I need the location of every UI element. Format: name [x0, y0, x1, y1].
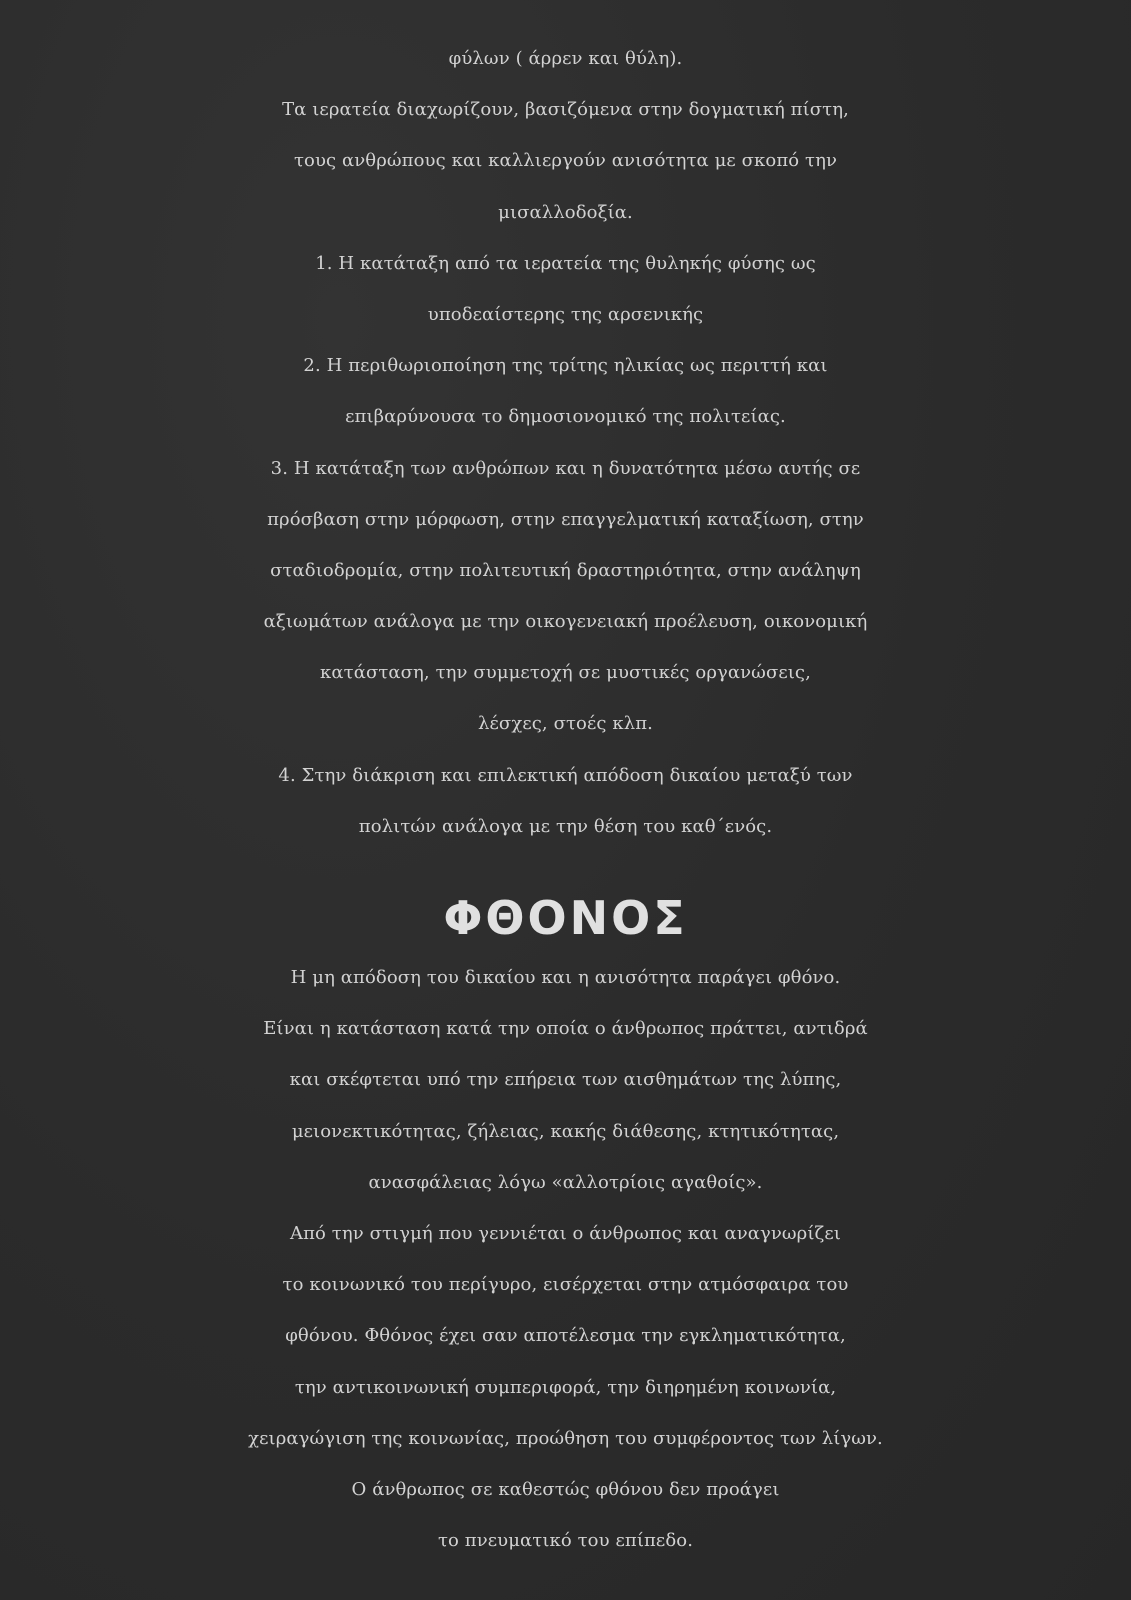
text-line: Ο άνθρωπος σε καθεστώς φθόνου δεν προάγει: [351, 1478, 780, 1500]
text-line: και σκέφτεται υπό την επήρεια των αισθημάτων της λύπης,: [289, 1069, 842, 1091]
text-line: το κοινωνικό του περίγυρο, εισέρχεται στην ατμόσφαιρα του: [282, 1274, 849, 1296]
list-item-3-line: 3. Η κατάταξη των ανθρώπων και η δυνατότητα μέσω αυτής σε: [270, 457, 861, 479]
text-line: Η μη απόδοση του δικαίου και η ανισότητα παράγει φθόνο.: [290, 967, 841, 988]
list-item-1-line: υποδεαίστερης της αρσενικής: [427, 303, 704, 325]
text-line: Είναι η κατάσταση κατά την οποία ο άνθρωπος πράττει, αντιδρά: [263, 1018, 868, 1040]
text-line: Από την στιγμή που γεννιέται ο άνθρωπος και αναγνωρίζει: [290, 1222, 841, 1244]
list-item-2-line: 2. Η περιθωριοποίηση της τρίτης ηλικίας ως περιττή και: [303, 355, 828, 377]
list-item-3-line: κατάσταση, την συμμετοχή σε μυστικές οργανώσεις,: [320, 662, 811, 684]
list-item-3-line: λέσχες, στοές κλπ.: [478, 713, 653, 735]
text-line: την αντικοινωνική συμπεριφορά, την διηρημένη κοινωνία,: [294, 1376, 837, 1398]
list-item-3-line: πρόσβαση στην μόρφωση, στην επαγγελματική καταξίωση, στην: [267, 508, 864, 530]
text-line: μειονεκτικότητας, ζήλειας, κακής διάθεσης, κτητικότητας,: [291, 1120, 840, 1142]
text-line: φύλων ( άρρεν και θύλη).: [448, 48, 683, 69]
text-line: το πνευματικό του επίπεδο.: [437, 1530, 694, 1552]
list-item-1-line: 1. Η κατάταξη από τα ιερατεία της θυληκής φύσης ως: [315, 252, 816, 274]
inequality-section: [0, 33, 1131, 852]
list-item-3-line: αξιωμάτων ανάλογα με την οικογενειακή προέλευση, οικονομική: [263, 611, 868, 633]
list-item-4-line: 4. Στην διάκριση και επιλεκτική απόδοση δικαίου μεταξύ των: [278, 764, 853, 786]
text-line: χειραγώγιση της κοινωνίας, προώθηση του συμφέροντος των λίγων.: [248, 1427, 883, 1449]
list-item-3-line: σταδιοδρομία, στην πολιτευτική δραστηριότητα, στην ανάληψη: [270, 559, 861, 581]
text-line: μισαλλοδοξία.: [498, 201, 633, 223]
text-line: ανασφάλειας λόγω «αλλοτρίοις αγαθοίς».: [368, 1171, 763, 1193]
list-item-2-line: επιβαρύνουσα το δημοσιονομικό της πολιτείας.: [345, 406, 786, 428]
envy-section: [0, 952, 1131, 1566]
text-line: τους ανθρώπους και καλλιεργούν ανισότητα με σκοπό την: [293, 150, 838, 172]
list-item-4-line: πολιτών ανάλογα με την θέση του καθ΄ενός.: [358, 815, 773, 837]
section-heading: ΦΘΟΝΟΣ: [443, 891, 688, 945]
text-line: φθόνου. Φθόνος έχει σαν αποτέλεσμα την εγκληματικότητα,: [285, 1325, 846, 1347]
text-line: Τα ιερατεία διαχωρίζουν, βασιζόμενα στην δογματική πίστη,: [282, 99, 849, 121]
